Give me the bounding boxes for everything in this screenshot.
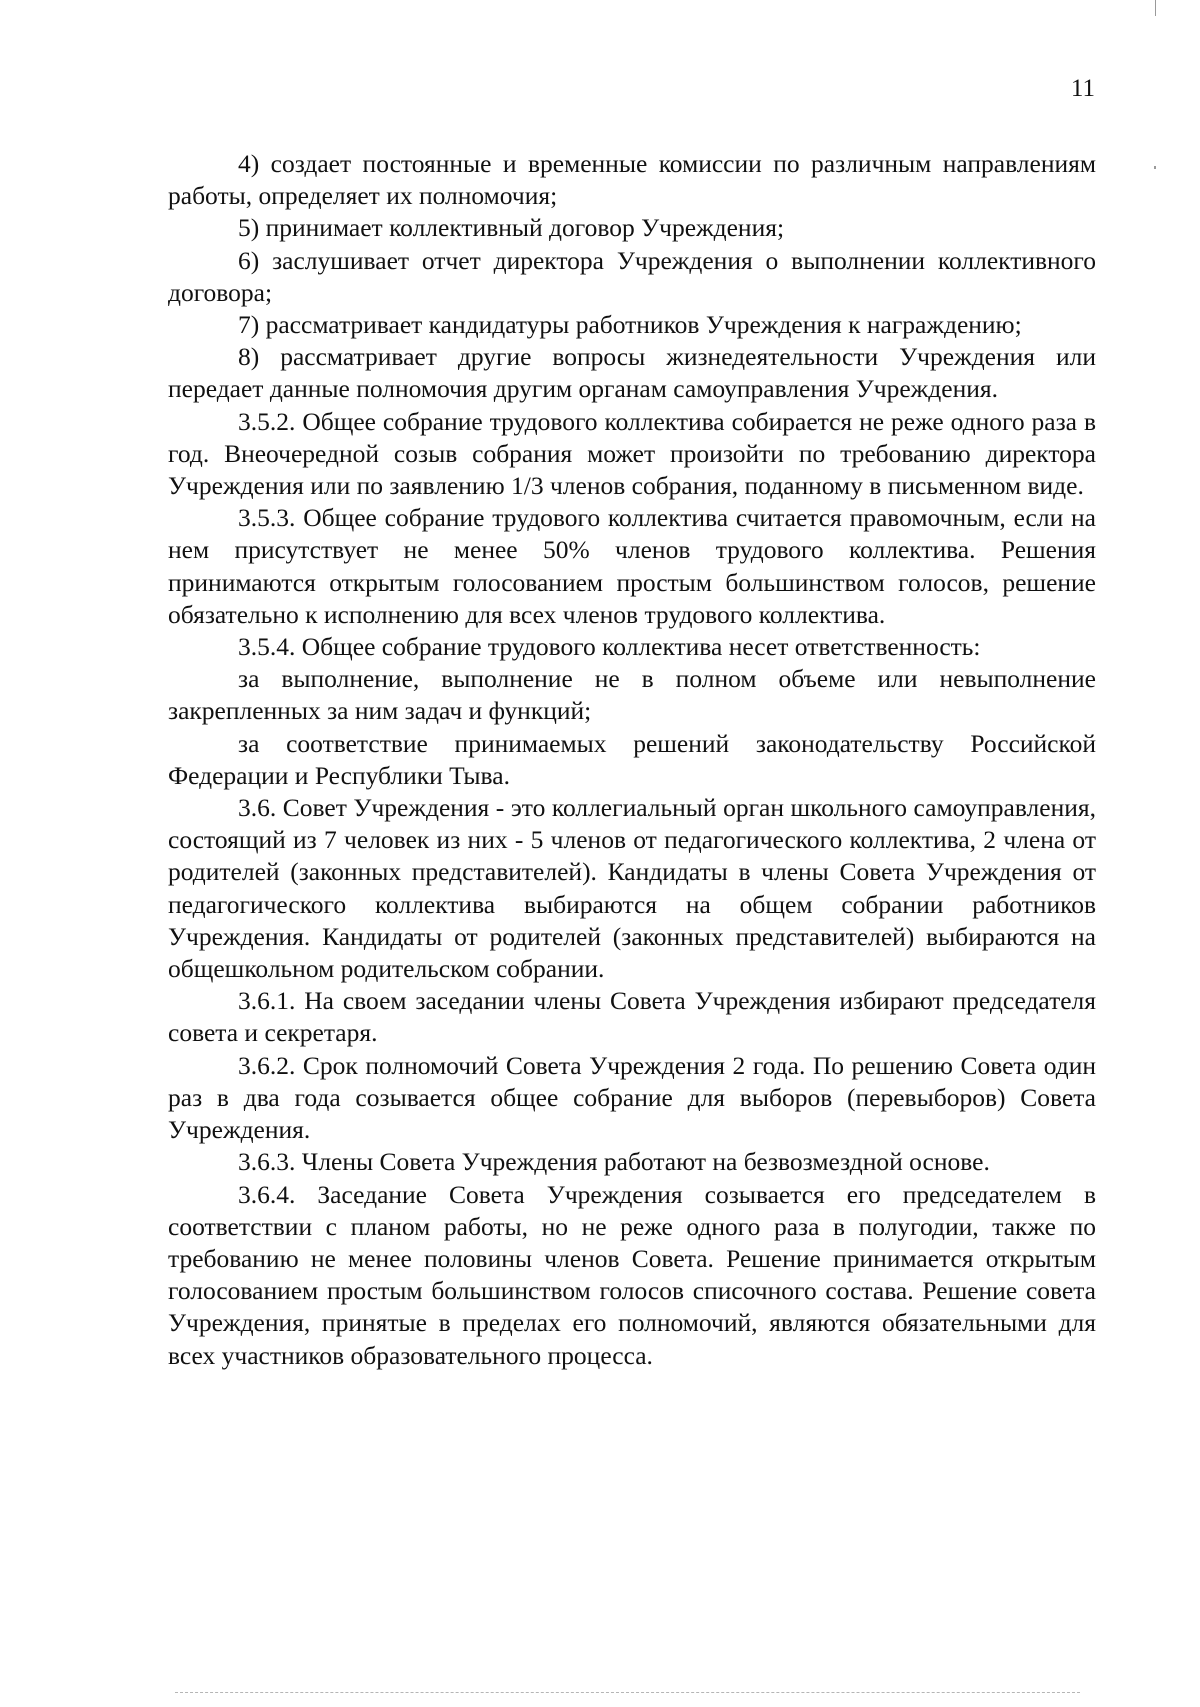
paragraph-3-6-3: 3.6.3. Члены Совета Учреждения работают на безвозмездной основе. (238, 1147, 990, 1177)
scan-artifact-line (175, 1692, 1080, 1693)
paragraph-item-6: 6) заслушивает отчет директора Учреждения о выполнении коллективного договора; (168, 245, 1096, 307)
paragraph-item-7: 7) рассматривает кандидатуры работников Учреждения к награждению; (238, 310, 1022, 340)
paragraph-responsibility-2: за соответствие принимаемых решений законодательству Российской Федерации и Республики Тыва. (168, 728, 1096, 790)
paragraph-3-6-2: 3.6.2. Срок полномочий Совета Учреждения 2 года. По решению Совета один раз в два года созывается общее собрание для выборов (перевыборов) Совета Учреждения. (168, 1050, 1096, 1145)
scan-artifact-mark (1155, 0, 1156, 16)
document-text (168, 148, 1096, 1372)
paragraph-item-8: 8) рассматривает другие вопросы жизнедеятельности Учреждения или передает данные полномочия другим органам самоуправления Учреждения. (168, 342, 1096, 404)
page-number: 11 (1070, 75, 1095, 102)
paragraph-item-5: 5) принимает коллективный договор Учреждения; (238, 213, 785, 243)
paragraph-3-5-4: 3.5.4. Общее собрание трудового коллектива несет ответственность: (238, 632, 981, 662)
paragraph-item-4: 4) создает постоянные и временные комиссии по различным направлениям работы, определяет их полномочия; (168, 149, 1096, 211)
paragraph-3-5-2: 3.5.2. Общее собрание трудового коллектива собирается не реже одного раза в год. Внеочередной созыв собрания может произойти по требованию директора Учреждения или по заявлению 1/3 членов собрания, поданному в письменном виде. (168, 406, 1096, 501)
paragraph-3-6-1: 3.6.1. На своем заседании члены Совета Учреждения избирают председателя совета и секретаря. (168, 986, 1096, 1048)
paragraph-3-5-3: 3.5.3. Общее собрание трудового коллектива считается правомочным, если на нем присутствует не менее 50% членов трудового коллектива. Решения принимаются открытым голосованием простым большинством голосов, решение обязательно к исполнению для всех членов трудового коллектива. (168, 503, 1096, 629)
paragraph-3-6-4: 3.6.4. Заседание Совета Учреждения созывается его председателем в соответствии с планом работы, но не реже одного раза в полугодии, также по требованию не менее половины членов Совета. Решение принимается открытым голосованием простым большинством голосов списочного состава. Решение совета Учреждения, принятые в пределах его полномочий, являются обязательными для всех участников образовательного процесса. (168, 1179, 1096, 1370)
scan-artifact-dot (1154, 166, 1156, 169)
paragraph-responsibility-1: за выполнение, выполнение не в полном объеме или невыполнение закрепленных за ним задач и функций; (168, 664, 1096, 726)
paragraph-3-6: 3.6. Совет Учреждения - это коллегиальный орган школьного самоуправления, состоящий из 7 человек из них - 5 членов от педагогического коллектива, 2 члена от родителей (законных представителей). Кандидаты в члены Совета Учреждения от педагогического коллектива выбираются на общем собрании работников Учреждения. Кандидаты от родителей (законных представителей) выбираются на общешкольном родительском собрании. (168, 793, 1096, 984)
